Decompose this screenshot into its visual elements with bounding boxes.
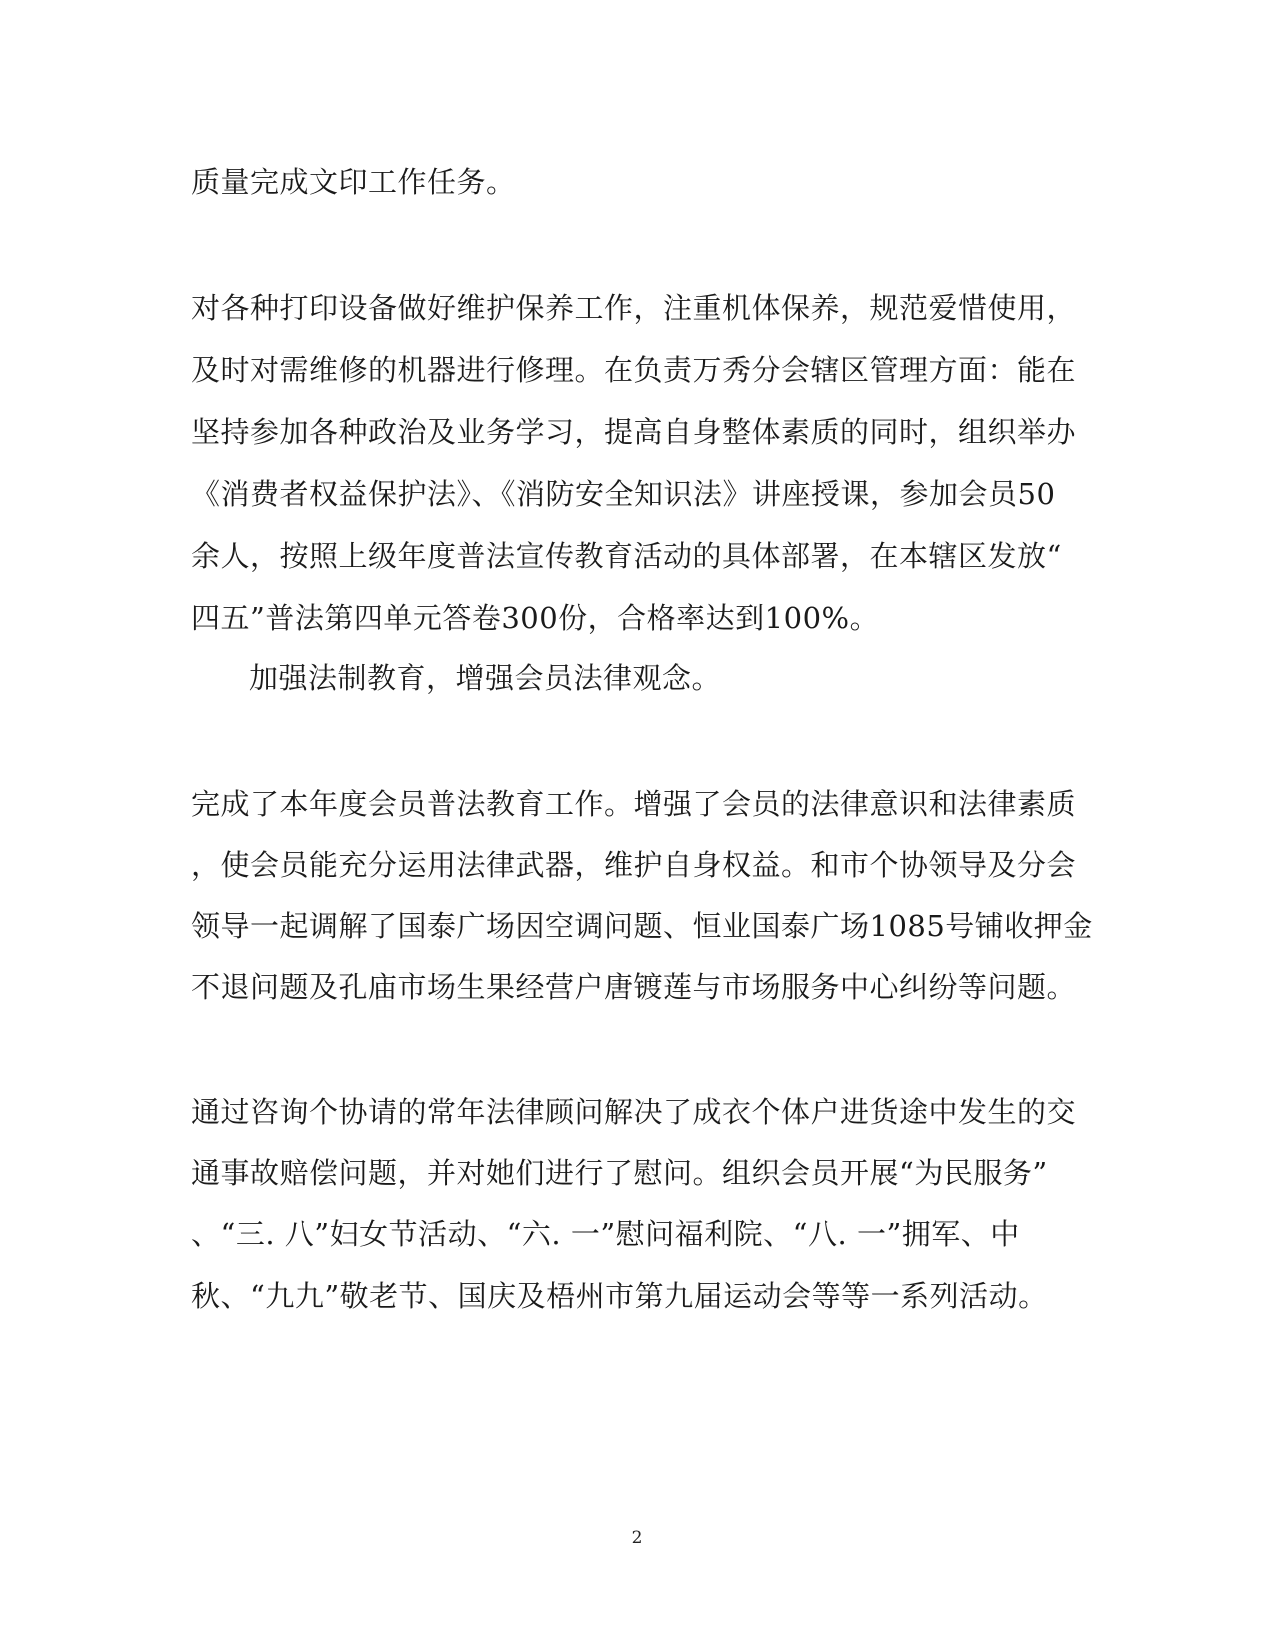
text-line: 通过咨询个协请的常年法律顾问解决了成衣个体户进货途中发生的交 (191, 1095, 1077, 1129)
text-line: 及时对需维修的机器进行修理。在负责万秀分会辖区管理方面：能在 (191, 353, 1077, 387)
text-line: 领导一起调解了国泰广场因空调问题、恒业国泰广场1085号铺收押金 (191, 909, 1093, 943)
text-line: 秋、“九九”敬老节、国庆及梧州市第九届运动会等等一系列活动。 (191, 1279, 1048, 1313)
text-line: 质量完成文印工作任务。 (191, 165, 516, 199)
text-line: 余人，按照上级年度普法宣传教育活动的具体部署，在本辖区发放“ (191, 539, 1062, 573)
text-line: ，使会员能充分运用法律武器，维护自身权益。和市个协领导及分会 (191, 848, 1077, 882)
section-heading: 加强法制教育，增强会员法律观念。 (249, 661, 722, 695)
text-line: 完成了本年度会员普法教育工作。增强了会员的法律意识和法律素质 (191, 787, 1077, 821)
text-line: 坚持参加各种政治及业务学习，提高自身整体素质的同时，组织举办 (191, 415, 1077, 449)
text-line: 《消费者权益保护法》、《消防安全知识法》讲座授课，参加会员50 (191, 477, 1056, 511)
text-line: 对各种打印设备做好维护保养工作，注重机体保养，规范爱惜使用， (191, 291, 1077, 325)
page-number: 2 (631, 1528, 643, 1548)
text-line: 通事故赔偿问题，并对她们进行了慰问。组织会员开展“为民服务” (191, 1156, 1048, 1190)
text-line: 不退问题及孔庙市场生果经营户唐镀莲与市场服务中心纠纷等问题。 (191, 970, 1077, 1004)
text-line: 四五”普法第四单元答卷300份，合格率达到100%。 (191, 601, 880, 635)
text-line: 、“三. 八”妇女节活动、“六. 一”慰问福利院、“八. 一”拥军、中 (191, 1217, 1020, 1251)
